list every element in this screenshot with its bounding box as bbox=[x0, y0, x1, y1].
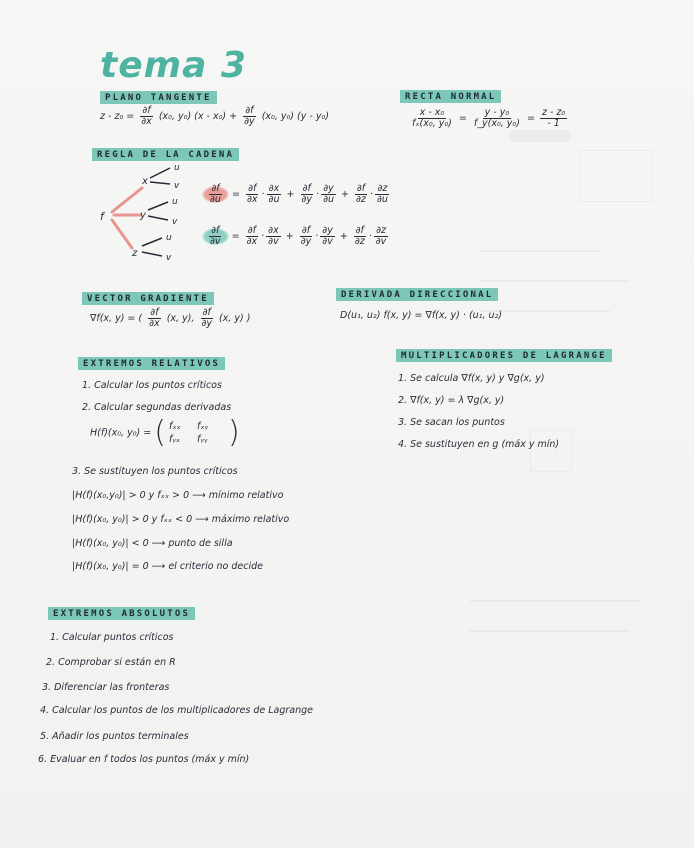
heading-derivada-direccional: DERIVADA DIRECCIONAL bbox=[336, 288, 498, 301]
absolute-step-1: 1. Calcular puntos críticos bbox=[50, 632, 174, 643]
relative-case-max: |H(f)(x₀, y₀)| > 0 y fₓₓ < 0 ⟶ máximo relativo bbox=[72, 514, 290, 525]
tree-node-z: z bbox=[132, 248, 138, 259]
lagrange-step-1: 1. Se calcula ∇f(x, y) y ∇g(x, y) bbox=[398, 373, 545, 384]
fraction: $\frac{\text{z - z₀}}{- 1}$ bbox=[541, 107, 566, 129]
lhs: z - z₀ = bbox=[100, 111, 135, 122]
tree-leaf: v bbox=[174, 181, 180, 191]
heading-multiplicadores-lagrange: MULTIPLICADORES DE LAGRANGE bbox=[396, 349, 612, 362]
tree-node-y: y bbox=[140, 210, 146, 221]
fraction: $\frac{\text{x - x₀}}{\text{fₓ(x₀, y₀)}}$ bbox=[412, 107, 452, 129]
relative-step-1: 1. Calcular los puntos críticos bbox=[82, 380, 222, 391]
chain-rule-tree bbox=[92, 160, 202, 265]
absolute-step-4: 4. Calcular los puntos de los multiplicadores de Lagrange bbox=[40, 705, 313, 716]
tree-leaf: v bbox=[166, 253, 172, 263]
relative-step-3: 3. Se sustituyen los puntos críticos bbox=[72, 466, 238, 477]
heading-vector-gradiente: VECTOR GRADIENTE bbox=[82, 292, 214, 305]
page-title: tema 3 bbox=[100, 45, 248, 86]
relative-step-2: 2. Calcular segundas derivadas bbox=[82, 402, 232, 413]
heading-extremos-relativos: EXTREMOS RELATIVOS bbox=[78, 357, 225, 370]
tree-node-x: x bbox=[142, 176, 148, 187]
lagrange-step-3: 3. Se sacan los puntos bbox=[398, 417, 505, 428]
absolute-step-6: 6. Evaluar en f todos los puntos (máx y mín) bbox=[38, 754, 250, 765]
fraction: $\frac{\partial f}{\partial x}$ bbox=[141, 105, 152, 127]
hessian-matrix: H(f)(x₀, y₀) = ( fₓₓ fₓᵧ fᵧₓ fᵧᵧ ) bbox=[90, 415, 240, 450]
directional-derivative-formula: D(u₁, u₂) f(x, y) = ∇f(x, y) · (u₁, u₂) bbox=[340, 310, 503, 321]
plano-tangente-formula: z - z₀ = $\frac{\partial f}{\partial x}$ (x₀, y₀) (x - x₀) + $\frac{\partial f}{\partial y}$ (x₀, y₀) (y - y₀) bbox=[100, 105, 329, 127]
tree-leaf: u bbox=[174, 163, 180, 173]
fraction: $\frac{\text{y - y₀}}{\text{f\_y(x₀, y₀)}}$ bbox=[473, 107, 520, 129]
tree-root: f bbox=[100, 210, 104, 223]
highlight-teal: $\frac{\partial f}{\partial v}$ bbox=[202, 228, 229, 245]
heading-recta-normal: RECTA NORMAL bbox=[400, 90, 501, 103]
relative-case-min: |H(f)(x₀,y₀)| > 0 y fₓₓ > 0 ⟶ mínimo relativo bbox=[72, 490, 284, 501]
heading-regla-cadena: REGLA DE LA CADENA bbox=[92, 148, 239, 161]
bleed-through-marks bbox=[470, 130, 670, 730]
highlight-red: $\frac{\partial f}{\partial u}$ bbox=[202, 186, 229, 203]
chain-rule-dv: $\frac{\partial f}{\partial v}$ = $\frac{\partial f}{\partial x}$ · $\frac{\partial x}{\partial v}$ + $\frac{\partial f}{\partial y}$ · $\frac{\partial y}{\partial v}$ + $\frac{\partial f}{\partial z}$ · $\frac{\partial z}{\partial v}$ bbox=[202, 226, 390, 247]
tree-leaf: v bbox=[172, 217, 178, 227]
recta-normal-formula: $\frac{\text{x - x₀}}{\text{fₓ(x₀, y₀)}}$ = $\frac{\text{y - y₀}}{\text{f\_y(x₀, y₀)}}$ = $\frac{\text{z - z₀}}{- 1}$ bbox=[412, 107, 566, 129]
heading-plano-tangente: PLANO TANGENTE bbox=[100, 91, 217, 104]
lagrange-step-4: 4. Se sustituyen en g (máx y mín) bbox=[398, 439, 560, 450]
relative-case-undecided: |H(f)(x₀, y₀)| = 0 ⟶ el criterio no decide bbox=[72, 561, 264, 572]
chain-rule-du: $\frac{\partial f}{\partial u}$ = $\frac{\partial f}{\partial x}$ · $\frac{\partial x}{\partial u}$ + $\frac{\partial f}{\partial y}$ · $\frac{\partial y}{\partial u}$ + $\frac{\partial f}{\partial z}$ · $\frac{\partial z}{\partial u}$ bbox=[202, 184, 392, 205]
absolute-step-3: 3. Diferenciar las fronteras bbox=[42, 682, 170, 693]
absolute-step-2: 2. Comprobar si están en R bbox=[46, 657, 176, 668]
heading-extremos-absolutos: EXTREMOS ABSOLUTOS bbox=[48, 607, 195, 620]
absolute-step-5: 5. Añadir los puntos terminales bbox=[40, 731, 189, 742]
fraction: $\frac{\partial f}{\partial y}$ bbox=[244, 105, 255, 127]
lagrange-step-2: 2. ∇f(x, y) = λ ∇g(x, y) bbox=[398, 395, 505, 406]
tree-leaf: u bbox=[166, 233, 172, 243]
gradient-formula: ∇f(x, y) = ( $\frac{\partial f}{\partial x}$ (x, y), $\frac{\partial f}{\partial y}$ (x, y) ) bbox=[90, 307, 251, 329]
tree-leaf: u bbox=[172, 197, 178, 207]
relative-case-saddle: |H(f)(x₀, y₀)| < 0 ⟶ punto de silla bbox=[72, 538, 233, 549]
